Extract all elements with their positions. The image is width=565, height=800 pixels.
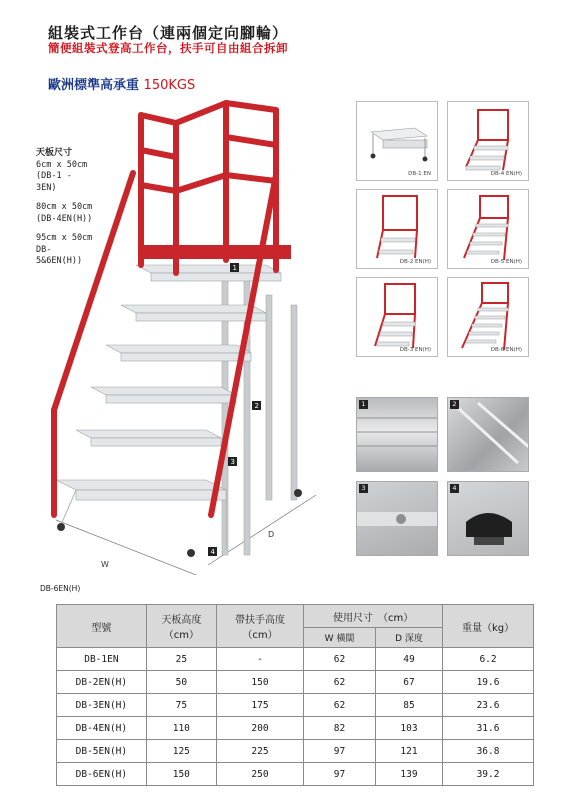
callout-3: 3: [230, 458, 235, 466]
thumbnail-label: DB-5 EN(H): [490, 259, 522, 265]
cell-platform-height: 110: [146, 717, 216, 740]
cell-depth: 85: [375, 694, 442, 717]
toe-board: [141, 245, 291, 259]
size-note-line: 95cm x 50cm: [36, 233, 93, 243]
size-note-line: 3EN): [36, 182, 57, 193]
thumbnail-label: DB-4 EN(H): [490, 171, 522, 177]
dimension-w-label: W: [101, 560, 109, 569]
specification-table-body: [57, 648, 534, 786]
detail-number: 2: [450, 400, 459, 409]
cell-handrail-height: 175: [216, 694, 303, 717]
cell-depth: 49: [375, 648, 442, 671]
cell-platform-height: 150: [146, 763, 216, 786]
cell-weight: 39.2: [443, 763, 534, 786]
cell-depth: 67: [375, 671, 442, 694]
header-handrail-height-label: 帶扶手高度: [235, 615, 285, 626]
platform-size-notes: [36, 148, 108, 268]
detail-photo-platform: [356, 397, 438, 472]
table-row: [57, 648, 534, 671]
main-figure-caption: DB-6EN(H): [40, 584, 81, 593]
detail-photo-stair-joint: [447, 397, 529, 472]
platform-handrail-illustration: [357, 278, 439, 358]
callout-4: 4: [210, 548, 215, 556]
size-note-line: 80cm x 50cm: [36, 202, 93, 212]
platform-size-heading: 天板尺寸: [36, 148, 73, 158]
detail-number: 1: [359, 400, 368, 409]
cell-platform-height: 25: [146, 648, 216, 671]
bolt-detail: [357, 482, 438, 556]
header-handrail-height: [216, 605, 303, 648]
cell-width: 62: [304, 648, 376, 671]
header-platform-height-label: 天板高度: [161, 615, 202, 626]
model-thumbnail: [356, 101, 438, 181]
thumbnail-label: DB-2 EN(H): [399, 259, 431, 265]
cell-handrail-height: 250: [216, 763, 303, 786]
platform-handrail-illustration: [448, 102, 530, 182]
cell-platform-height: 75: [146, 694, 216, 717]
callout-1: 1: [232, 264, 237, 272]
load-capacity-label: 歐洲標準高承重: [48, 78, 140, 93]
cell-model: DB-3EN(H): [57, 694, 147, 717]
cell-depth: 139: [375, 763, 442, 786]
platform-handrail-illustration: [448, 278, 530, 358]
table-row: [57, 671, 534, 694]
detail-photo-bolt: [356, 481, 438, 556]
cell-width: 97: [304, 763, 376, 786]
table-row: [57, 763, 534, 786]
load-capacity-line: [48, 74, 195, 93]
cell-platform-height: 125: [146, 740, 216, 763]
cell-weight: 31.6: [443, 717, 534, 740]
cell-handrail-height: -: [216, 648, 303, 671]
model-thumbnail: [356, 277, 438, 357]
cell-weight: 19.6: [443, 671, 534, 694]
model-thumbnail: [356, 189, 438, 269]
header-size: 使用尺寸 （cm）: [304, 605, 443, 628]
thumbnail-label: DB-3 EN(H): [399, 347, 431, 353]
size-note-line: (DB-1 -: [36, 171, 72, 181]
platform-handrail-illustration: [448, 190, 530, 270]
cell-weight: 36.8: [443, 740, 534, 763]
model-thumbnail: [447, 101, 529, 181]
load-capacity-value: 150KGS: [143, 78, 196, 93]
platform-handrail-illustration: [357, 190, 439, 270]
size-note-line: 6cm x 50cm: [36, 159, 88, 170]
cell-handrail-height: 225: [216, 740, 303, 763]
detail-photo-caster: [447, 481, 529, 556]
size-note-line: DB-: [36, 244, 52, 255]
size-note-line: (DB-4EN(H)): [36, 213, 93, 224]
header-width: W 橫闊: [304, 628, 376, 648]
cell-handrail-height: 200: [216, 717, 303, 740]
cell-model: DB-5EN(H): [57, 740, 147, 763]
page-subtitle: 簡便組裝式登高工作台，扶手可自由組合拆卸: [48, 41, 288, 55]
stair-joint-detail: [448, 398, 529, 472]
table-row: [57, 717, 534, 740]
platform-only-illustration: [357, 102, 439, 182]
cell-width: 62: [304, 671, 376, 694]
model-thumbnail: [447, 277, 529, 357]
cell-weight: 23.6: [443, 694, 534, 717]
cell-weight: 6.2: [443, 648, 534, 671]
cell-model: DB-6EN(H): [57, 763, 147, 786]
size-note-line: 5&6EN(H)): [36, 256, 83, 266]
header-depth: D 深度: [375, 628, 442, 648]
cell-model: DB-4EN(H): [57, 717, 147, 740]
header-platform-height-unit: （cm）: [163, 630, 199, 641]
cell-width: 62: [304, 694, 376, 717]
platform-slats-detail: [357, 398, 438, 472]
dimension-d-label: D: [268, 530, 275, 539]
cell-depth: 121: [375, 740, 442, 763]
table-row: [57, 694, 534, 717]
header-handrail-height-unit: （cm）: [242, 630, 278, 641]
header-weight: 重量（kg）: [443, 605, 534, 648]
header-model: 型號: [57, 605, 147, 648]
specification-table: [56, 604, 534, 786]
dimension-lines: [56, 495, 316, 575]
cell-width: 82: [304, 717, 376, 740]
cell-handrail-height: 150: [216, 671, 303, 694]
model-thumbnail: [447, 189, 529, 269]
cell-platform-height: 50: [146, 671, 216, 694]
detail-number: 4: [450, 484, 459, 493]
callout-2: 2: [254, 402, 259, 410]
table-row: [57, 740, 534, 763]
caster-foot-detail: [448, 482, 529, 556]
page-title: 組裝式工作台（連兩個定向腳輪）: [48, 24, 289, 42]
cell-model: DB-1EN: [57, 648, 147, 671]
cell-model: DB-2EN(H): [57, 671, 147, 694]
thumbnail-label: DB-6 EN(H): [490, 347, 522, 353]
header-platform-height: [146, 605, 216, 648]
detail-number: 3: [359, 484, 368, 493]
cell-depth: 103: [375, 717, 442, 740]
thumbnail-label: DB-1 EN: [408, 171, 431, 177]
cell-width: 97: [304, 740, 376, 763]
